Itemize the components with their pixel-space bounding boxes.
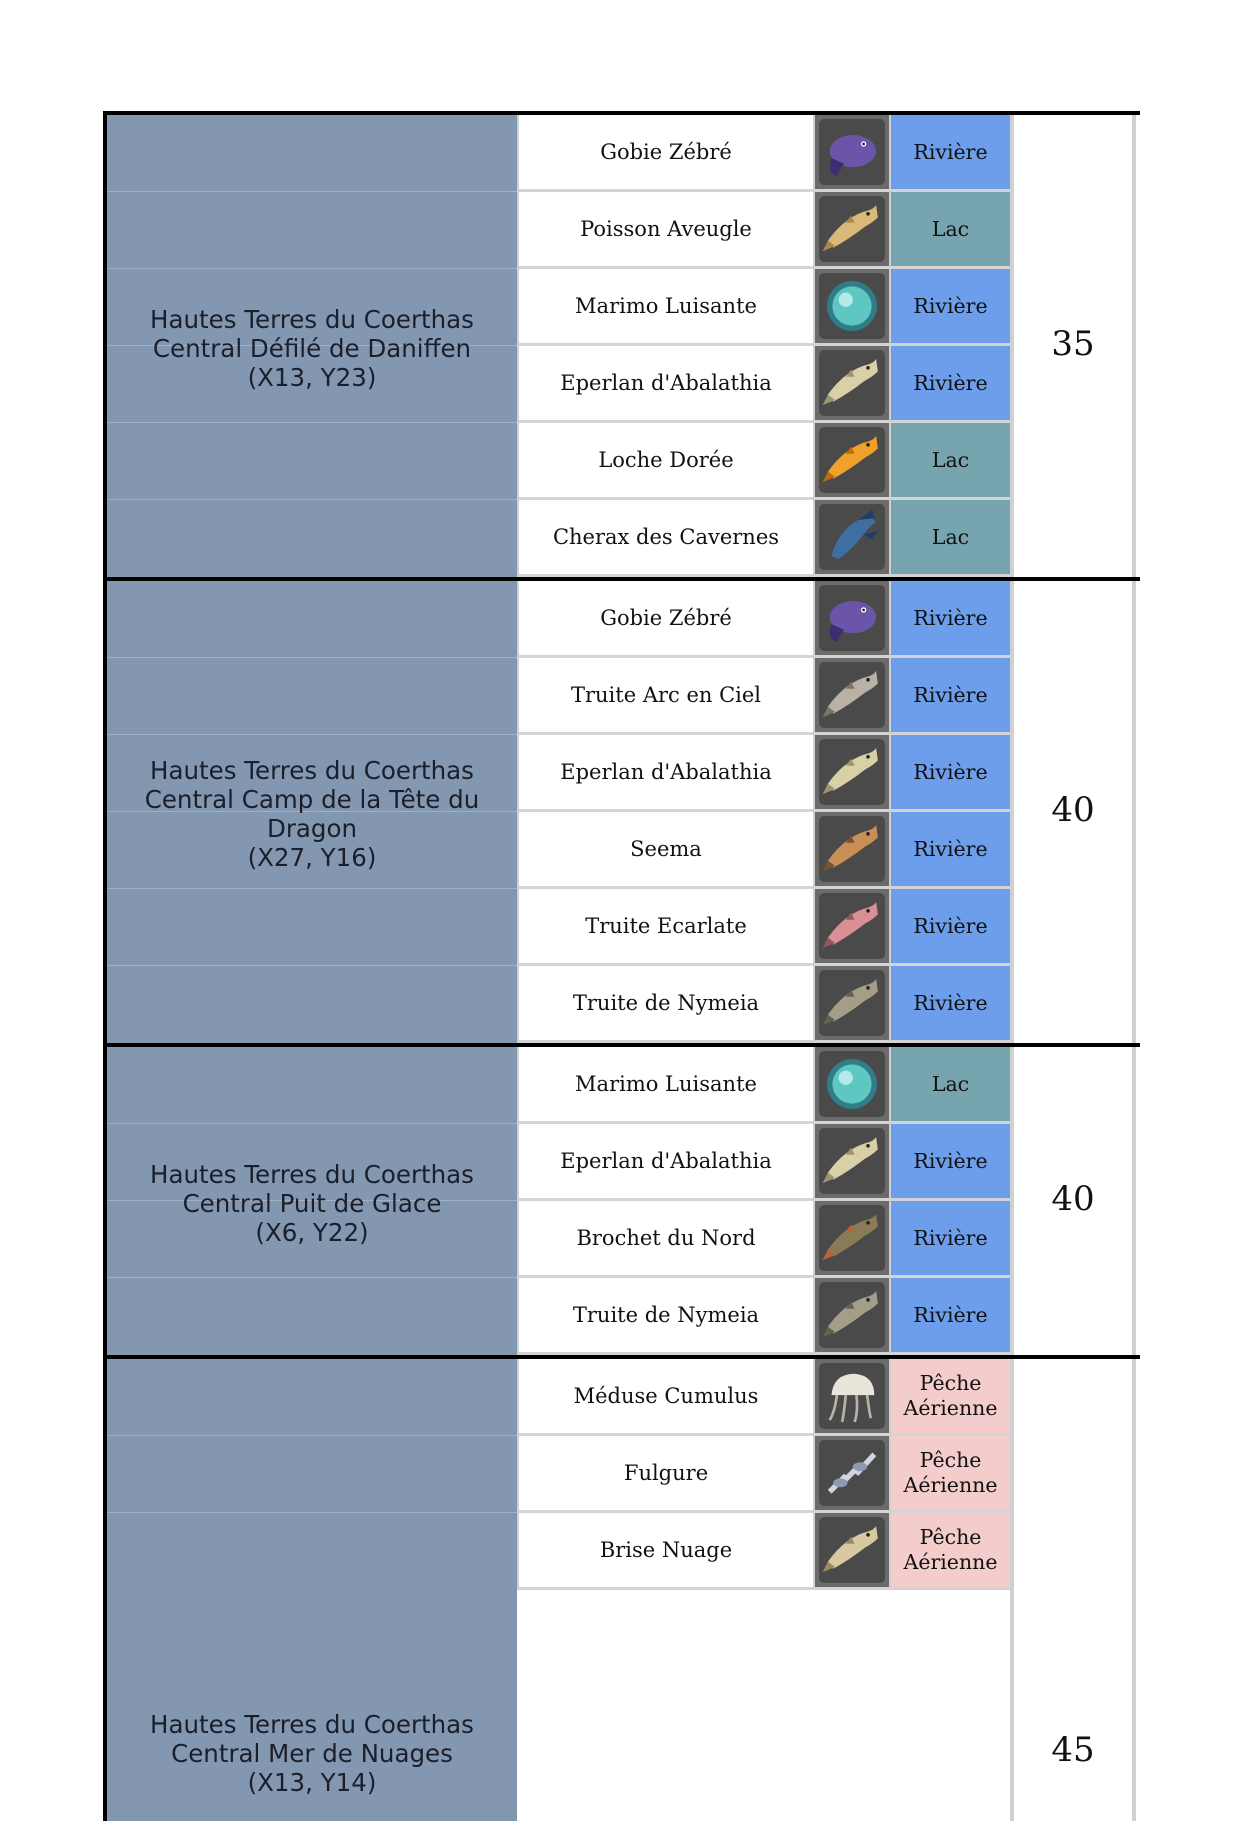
fish-name: Brise Nuage [517, 1513, 815, 1590]
water-type-label: Pêche Aérienne [903, 1448, 998, 1497]
water-type [889, 735, 1010, 812]
water-type [889, 346, 1010, 423]
water-type-label: Rivière [913, 990, 988, 1015]
water-type-label: Pêche Aérienne [903, 1525, 998, 1574]
water-type-label: Lac [931, 1071, 970, 1096]
table-row [517, 500, 1010, 577]
rainbow-trout-icon [815, 658, 889, 735]
water-type [889, 192, 1010, 269]
table-row [517, 269, 1010, 346]
fish-name: Loche Dorée [517, 423, 815, 500]
water-type [889, 1436, 1010, 1513]
location-line: Central Mer de Nuages [171, 1739, 453, 1769]
location-line: Central Camp de la Tête du [144, 785, 480, 814]
crayfish-icon [815, 500, 889, 577]
water-type-label: Rivière [913, 759, 988, 784]
table-row [517, 735, 1010, 812]
water-type [889, 889, 1010, 966]
location-group [103, 1043, 1140, 1355]
table-row [517, 966, 1010, 1043]
table-row [517, 115, 1010, 192]
water-type-label: Rivière [913, 370, 988, 395]
table-row [517, 1436, 1010, 1513]
fish-name: Poisson Aveugle [517, 192, 815, 269]
blindfish-icon [815, 192, 889, 269]
fish-name: Brochet du Nord [517, 1201, 815, 1278]
fish-name: Truite de Nymeia [517, 1278, 815, 1355]
water-type [889, 1201, 1010, 1278]
table-row [517, 1047, 1010, 1124]
location-name [107, 756, 517, 872]
location-group [103, 1355, 1140, 1821]
cloudbreaker-icon [815, 1513, 889, 1590]
fish-rows [517, 115, 1010, 577]
table-row [517, 581, 1010, 658]
jellyfish-icon [815, 1359, 889, 1436]
water-type [889, 1513, 1010, 1590]
level-value: 40 [1051, 1179, 1095, 1219]
water-type [889, 1359, 1010, 1436]
water-type [889, 269, 1010, 346]
location-line: Hautes Terres du Coerthas [150, 756, 474, 785]
water-type [889, 115, 1010, 192]
water-type-label: Lac [931, 447, 970, 472]
level-cell [1010, 115, 1136, 577]
fish-rows [517, 1359, 1010, 1821]
nymeia-trout-icon [815, 1278, 889, 1355]
table-row [517, 423, 1010, 500]
water-type-label: Rivière [913, 1225, 988, 1250]
table-row [517, 658, 1010, 735]
location-line: (X13, Y14) [247, 1768, 377, 1798]
location-name [107, 1160, 517, 1247]
water-type [889, 1047, 1010, 1124]
fish-name: Marimo Luisante [517, 269, 815, 346]
fulgure-icon [815, 1436, 889, 1513]
pike-icon [815, 1201, 889, 1278]
table-row [517, 812, 1010, 889]
fishing-table [103, 111, 1140, 1798]
nymeia-trout-icon [815, 966, 889, 1043]
zebra-goby-icon [815, 115, 889, 192]
location-cell [103, 581, 517, 1043]
water-type-label: Lac [931, 524, 970, 549]
level-value: 45 [1051, 1729, 1095, 1770]
fish-name: Cherax des Cavernes [517, 500, 815, 577]
scarlet-trout-icon [815, 889, 889, 966]
water-type [889, 1278, 1010, 1355]
water-type-label: Rivière [913, 913, 988, 938]
level-cell [1010, 581, 1136, 1043]
fish-name: Seema [517, 812, 815, 889]
location-line: Hautes Terres du Coerthas [150, 1710, 474, 1740]
fish-name: Marimo Luisante [517, 1047, 815, 1124]
water-type-label: Rivière [913, 1302, 988, 1327]
water-type [889, 966, 1010, 1043]
fish-name: Truite de Nymeia [517, 966, 815, 1043]
fish-name: Fulgure [517, 1436, 815, 1513]
fish-rows [517, 1047, 1010, 1355]
water-type-label: Rivière [913, 139, 988, 164]
seema-icon [815, 812, 889, 889]
water-type [889, 658, 1010, 735]
location-cell [103, 115, 517, 577]
location-group [103, 111, 1140, 577]
smelt-icon [815, 735, 889, 812]
location-cell [103, 1047, 517, 1355]
fish-name: Truite Arc en Ciel [517, 658, 815, 735]
level-cell [1010, 1047, 1136, 1355]
water-type-label: Rivière [913, 293, 988, 318]
fish-rows [517, 581, 1010, 1043]
table-row [517, 1201, 1010, 1278]
level-value: 40 [1051, 790, 1095, 830]
fish-name: Truite Ecarlate [517, 889, 815, 966]
fish-name: Eperlan d'Abalathia [517, 346, 815, 423]
water-type-label: Rivière [913, 836, 988, 861]
location-line: Central Puit de Glace [182, 1188, 442, 1218]
table-row [517, 889, 1010, 966]
table-row [517, 1513, 1010, 1590]
water-type-label: Pêche Aérienne [903, 1371, 998, 1420]
water-type [889, 1124, 1010, 1201]
location-line: (X6, Y22) [255, 1217, 369, 1247]
location-line: (X13, Y23) [247, 362, 377, 392]
location-line: Hautes Terres du Coerthas [150, 304, 474, 334]
location-line: Dragon [266, 814, 358, 843]
table-row [517, 1124, 1010, 1201]
table-row [517, 192, 1010, 269]
location-line: (X27, Y16) [247, 843, 377, 872]
table-row [517, 1278, 1010, 1355]
level-value: 35 [1051, 324, 1095, 364]
smelt-icon [815, 346, 889, 423]
fish-name: Méduse Cumulus [517, 1359, 815, 1436]
fish-name: Gobie Zébré [517, 115, 815, 192]
location-line: Hautes Terres du Coerthas [150, 1159, 474, 1189]
water-type [889, 812, 1010, 889]
location-name [107, 305, 517, 392]
location-line: Central Défilé de Daniffen [152, 333, 472, 363]
fish-name: Gobie Zébré [517, 581, 815, 658]
location-cell [103, 1359, 517, 1821]
water-type [889, 581, 1010, 658]
location-group [103, 577, 1140, 1043]
water-type [889, 423, 1010, 500]
marimo-icon [815, 269, 889, 346]
location-name [107, 1710, 517, 1797]
water-type-label: Rivière [913, 682, 988, 707]
table-row [517, 346, 1010, 423]
zebra-goby-icon [815, 581, 889, 658]
golden-loach-icon [815, 423, 889, 500]
table-row [517, 1359, 1010, 1436]
water-type [889, 500, 1010, 577]
marimo-icon [815, 1047, 889, 1124]
fish-name: Eperlan d'Abalathia [517, 1124, 815, 1201]
water-type-label: Rivière [913, 1148, 988, 1173]
level-cell [1010, 1359, 1136, 1821]
smelt-icon [815, 1124, 889, 1201]
fish-name: Eperlan d'Abalathia [517, 735, 815, 812]
water-type-label: Lac [931, 216, 970, 241]
water-type-label: Rivière [913, 605, 988, 630]
